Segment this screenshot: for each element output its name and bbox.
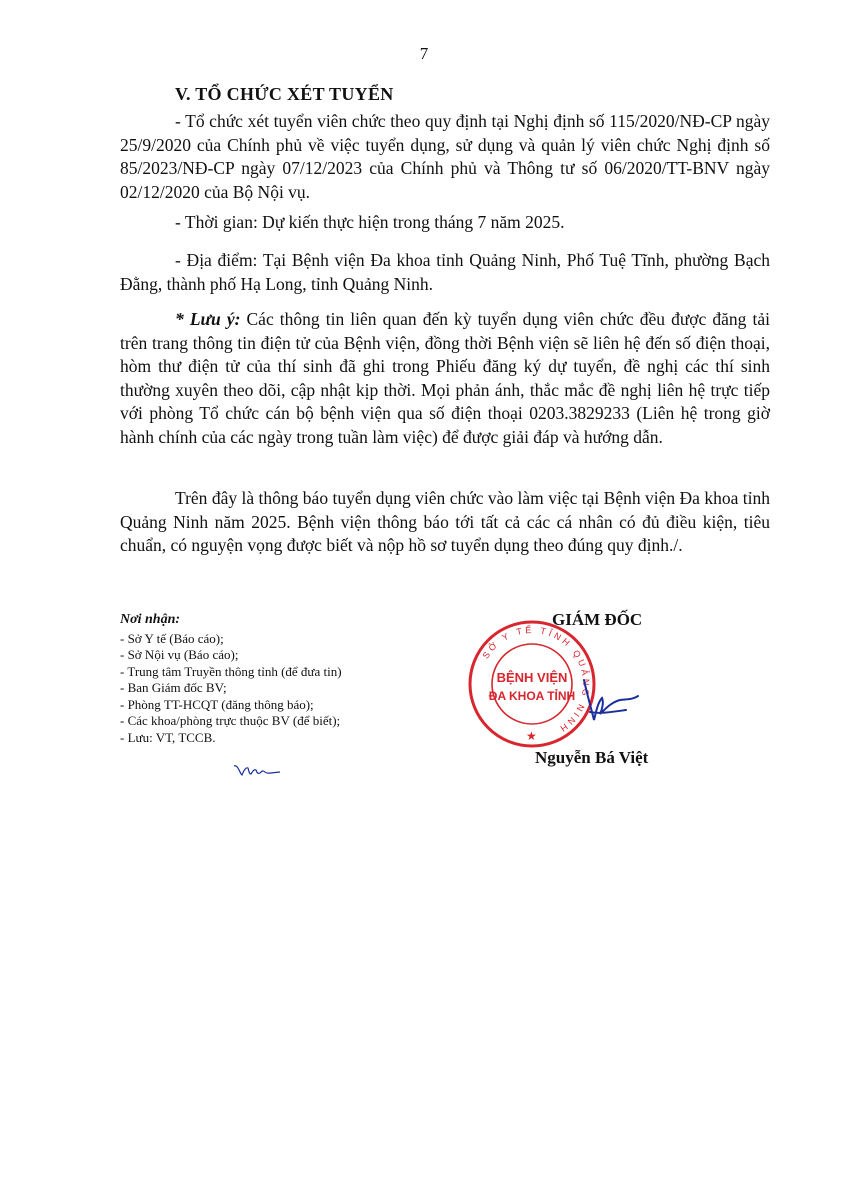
recipients-title: Nơi nhận: <box>120 612 181 627</box>
recipients-list <box>120 631 440 747</box>
organization-text: - Tổ chức xét tuyển viên chức theo quy định tại Nghị định số 115/2020/NĐ-CP ngày 25/9/2020 của Chính phủ về việc tuyển dụng, sử dụng và quản lý viên chức Nghị định số 85/2023/NĐ-CP ngày 07/12/2023 của Chính phủ và Thông tư số 06/2020/TT-BNV ngày 02/12/2020 của Bộ Nội vụ. <box>120 111 770 202</box>
signer-name: Nguyễn Bá Việt <box>535 748 649 767</box>
director-signature <box>560 672 640 737</box>
recipient-item: - Trung tâm Truyền thông tỉnh (để đưa tin) <box>120 663 342 679</box>
recipient-item: - Sở Y tế (Báo cáo); <box>120 630 224 646</box>
recipient-item: - Ban Giám đốc BV; <box>120 680 227 695</box>
seal-line-1: BỆNH VIỆN <box>496 670 568 685</box>
time-text: - Thời gian: Dự kiến thực hiện trong tháng 7 năm 2025. <box>175 212 565 232</box>
closing-text: Trên đây là thông báo tuyển dụng viên chức vào làm việc tại Bệnh viện Đa khoa tỉnh Quảng Ninh năm 2025. Bệnh viện thông báo tới tất cả các cá nhân có đủ điều kiện, tiêu chuẩn, có nguyện vọng được biết và nộp hồ sơ tuyển dụng theo đúng quy định./. <box>120 488 770 555</box>
recipient-item: - Phòng TT-HCQT (đăng thông báo); <box>120 696 314 712</box>
closing-paragraph <box>120 487 770 558</box>
note-paragraph <box>120 308 770 449</box>
seal-star-icon: ★ <box>526 729 537 743</box>
seal-line-2: ĐA KHOA TỈNH <box>488 689 576 703</box>
location-text: - Địa điểm: Tại Bệnh viện Đa khoa tỉnh Quảng Ninh, Phố Tuệ Tĩnh, phường Bạch Đằng, thành phố Hạ Long, tỉnh Quảng Ninh. <box>120 250 770 294</box>
page-number: 7 <box>419 44 429 63</box>
recipient-item: - Lưu: VT, TCCB. <box>120 729 216 745</box>
location-paragraph <box>120 249 770 296</box>
note-label: * Lưu ý: <box>175 309 241 329</box>
time-paragraph <box>120 211 770 235</box>
initial-mark <box>232 762 282 783</box>
recipients-block <box>120 612 440 746</box>
organization-paragraph <box>120 110 770 204</box>
section-heading: V. TỔ CHỨC XÉT TUYỂN <box>175 84 394 104</box>
signer-title: GIÁM ĐỐC <box>552 610 643 629</box>
recipient-item: - Các khoa/phòng trực thuộc BV (để biết); <box>120 713 341 728</box>
note-text: Các thông tin liên quan đến kỳ tuyển dụng viên chức đều được đăng tải trên trang thông tin điện tử của Bệnh viện, đồng thời Bệnh viện sẽ liên hệ đến số điện thoại, hòm thư điện tử của thí sinh đã ghi trong Phiếu đăng ký dự tuyển, đề nghị các thí sinh thường xuyên theo dõi, cập nhật kịp thời. Mọi phản ánh, thắc mắc đề nghị liên hệ trực tiếp với phòng Tổ chức cán bộ bệnh viện qua số điện thoại 0203.3829233 (Liên hệ trong giờ hành chính của các ngày trong tuần làm việc) để được giải đáp và hướng dẫn. <box>120 309 770 447</box>
seal-ring-text: SỞ Y TẾ TỈNH QUẢNG NINH <box>480 624 592 736</box>
recipient-item: - Sở Nội vụ (Báo cáo); <box>120 647 239 662</box>
